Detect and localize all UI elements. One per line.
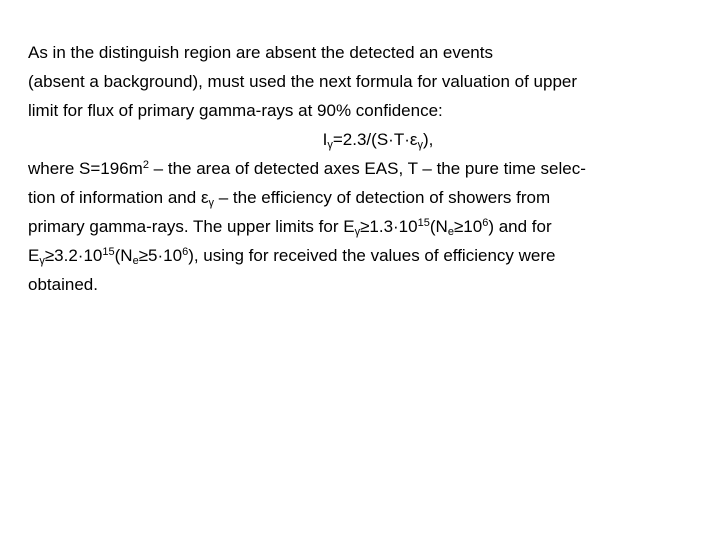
subscript-gamma: γ [208, 197, 215, 209]
superscript-6: 6 [182, 246, 189, 258]
text-line-7-e: ) and for [488, 217, 552, 236]
superscript-6: 6 [482, 217, 489, 229]
text-line-3: limit for flux of primary gamma-rays at 90% confidence: [28, 101, 443, 120]
subscript-gamma: γ [39, 255, 45, 267]
body-paragraph [28, 38, 688, 299]
subscript-e: e [132, 255, 139, 267]
text-line-7-c: (N [429, 217, 448, 236]
formula-epsilon-subscript-gamma: γ [417, 139, 423, 151]
flux-limit-formula [28, 125, 688, 154]
formula-rhs-start: =2.3/(S·T·ε [332, 130, 418, 149]
text-line-5-end: – the area of detected axes EAS, T – the pure time selec- [148, 159, 586, 178]
formula-rhs-end: ), [422, 130, 434, 149]
superscript-15: 15 [102, 246, 115, 258]
text-line-7-b: ≥1.3·10 [360, 217, 418, 236]
text-line-6 [28, 183, 688, 212]
text-line-8-e: ), using for received the values of efficiency were [188, 246, 556, 265]
subscript-e: e [447, 226, 454, 238]
text-line-7 [28, 212, 688, 241]
text-line-1: As in the distinguish region are absent the detected an events [28, 43, 493, 62]
formula-subscript-gamma: γ [327, 139, 333, 151]
text-line-6-start: tion of information and ε [28, 188, 209, 207]
text-line-5-start: where S=196m [28, 159, 143, 178]
text-line-2: (absent a background), must used the next formula for valuation of upper [28, 72, 578, 91]
text-line-8 [28, 241, 688, 270]
formula-symbol-i: I [322, 130, 328, 149]
text-line-5 [28, 154, 688, 183]
text-line-6-end: – the efficiency of detection of showers from [214, 188, 551, 207]
text-line-7-d: ≥10 [453, 217, 483, 236]
superscript-2: 2 [142, 159, 149, 171]
text-line-9: obtained. [28, 275, 98, 294]
text-line-8-d: ≥5·10 [138, 246, 183, 265]
subscript-gamma: γ [354, 226, 361, 238]
text-line-8-a: E [28, 246, 40, 265]
text-line-8-b: ≥3.2·10 [44, 246, 103, 265]
text-line-8-c: (N [114, 246, 133, 265]
text-line-7-a: primary gamma-rays. The upper limits for E [28, 217, 355, 236]
superscript-15: 15 [417, 217, 430, 229]
